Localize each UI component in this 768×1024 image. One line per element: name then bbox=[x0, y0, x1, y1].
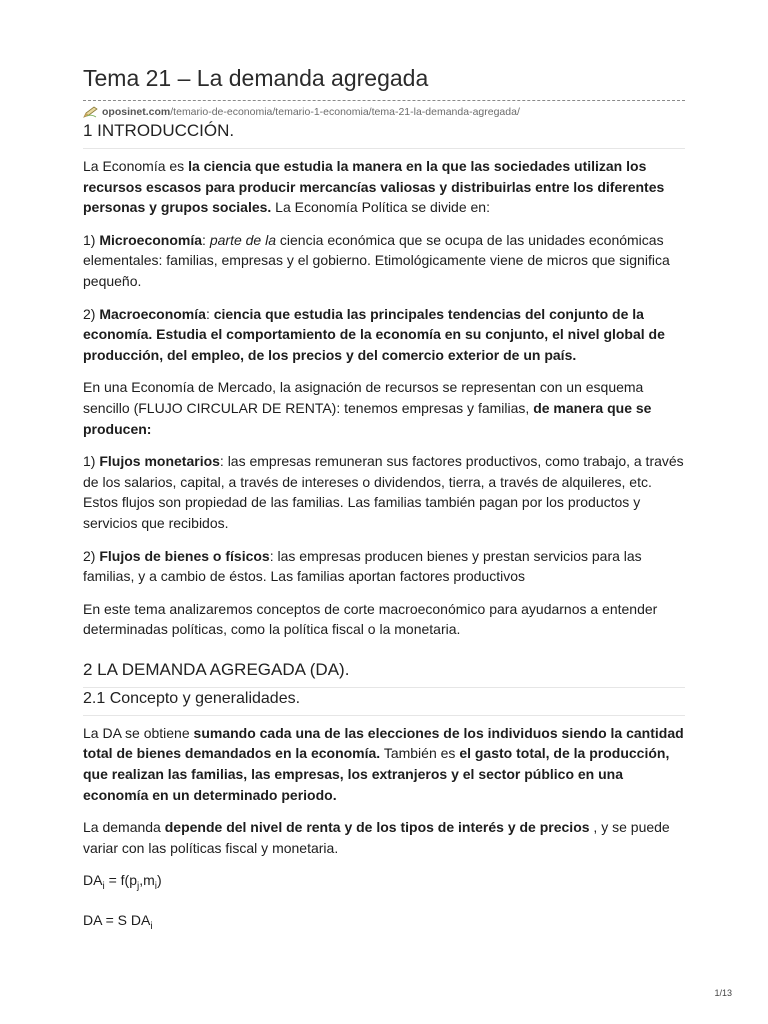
document-page bbox=[83, 62, 685, 937]
paragraph-microeconomia: 1) Microeconomía: parte de la ciencia económica que se ocupa de las unidades económicas elementales: familias, empresas y el gobierno. Etimológicamente viene de micros que significa pequeño. bbox=[83, 231, 670, 289]
formula-da-individual: $DA_i = f(p_j,m_i)$ bbox=[83, 872, 162, 893]
source-domain[interactable]: oposinet.com bbox=[102, 106, 171, 118]
subsection-heading-concepto: 2.1 Concepto y generalidades. bbox=[83, 688, 685, 716]
source-link[interactable] bbox=[83, 105, 685, 119]
paragraph-flujos-monetarios: 1) Flujos monetarios: las empresas remuneran sus factores productivos, como trabajo, a través de los salarios, capital, a través de intereses o dividendos, tierra, a través de alquileres, etc. Estos flujos son propiedad de las familias. Las familias también pagan por los productos y servicios que recibidos. bbox=[83, 453, 684, 531]
formula-da-agregada: DA = S $DA_i$ bbox=[83, 911, 153, 932]
source-path[interactable]: /temario-de-economia/temario-1-economia/tema-21-la-demanda-agregada/ bbox=[170, 106, 520, 118]
paragraph-analisis: En este tema analizaremos conceptos de corte macroeconómico para ayudarnos a entender determinadas políticas, como la política fiscal o la monetaria. bbox=[83, 600, 658, 638]
paragraph-dependencia-demanda: La demanda depende del nivel de renta y de los tipos de interés y de precios , y se puede variar con las políticas fiscal y monetaria. bbox=[83, 819, 670, 856]
paragraph-definicion-da: La DA se obtiene sumando cada una de las elecciones de los individuos siendo la cantidad total de bienes demandados en la economía. También es el gasto total, de la producción, que realizan las familias, las empresas, los extranjeros y el sector público en una economía en un determinado periodo. bbox=[83, 724, 684, 803]
pencil-icon bbox=[83, 106, 99, 118]
paragraph-intro: La Economía es la ciencia que estudia la manera en la que las sociedades utilizan los recursos escasos para producir mercancías valiosas y distribuirlas entre los diferentes personas y grupos sociales. La Economía Política se divide en: bbox=[83, 158, 665, 216]
paragraph-macroeconomia: 2) Macroeconomía: ciencia que estudia las principales tendencias del conjunto de la economía. Estudia el comportamiento de la economía en su conjunto, el nivel global de producción, del empleo, de los precios y del comercio exterior de un país. bbox=[83, 305, 665, 363]
paragraph-economia-mercado: En una Economía de Mercado, la asignación de recursos se representan con un esquema sencillo (FLUJO CIRCULAR DE RENTA): tenemos empresas y familias, de manera que se producen: bbox=[83, 379, 652, 437]
paragraph-flujos-bienes: 2) Flujos de bienes o físicos: las empresas producen bienes y prestan servicios para las familias, y a cambio de éstos. Las familias aportan factores productivos bbox=[83, 547, 642, 585]
title-divider bbox=[83, 100, 685, 101]
page-title: Tema 21 – La demanda agregada bbox=[83, 65, 429, 91]
section-heading-demanda-agregada: 2 LA DEMANDA AGREGADA (DA). bbox=[83, 658, 685, 688]
page-number: 1/13 bbox=[714, 988, 732, 998]
section-heading-introduccion: 1 INTRODUCCIÓN. bbox=[83, 119, 685, 149]
